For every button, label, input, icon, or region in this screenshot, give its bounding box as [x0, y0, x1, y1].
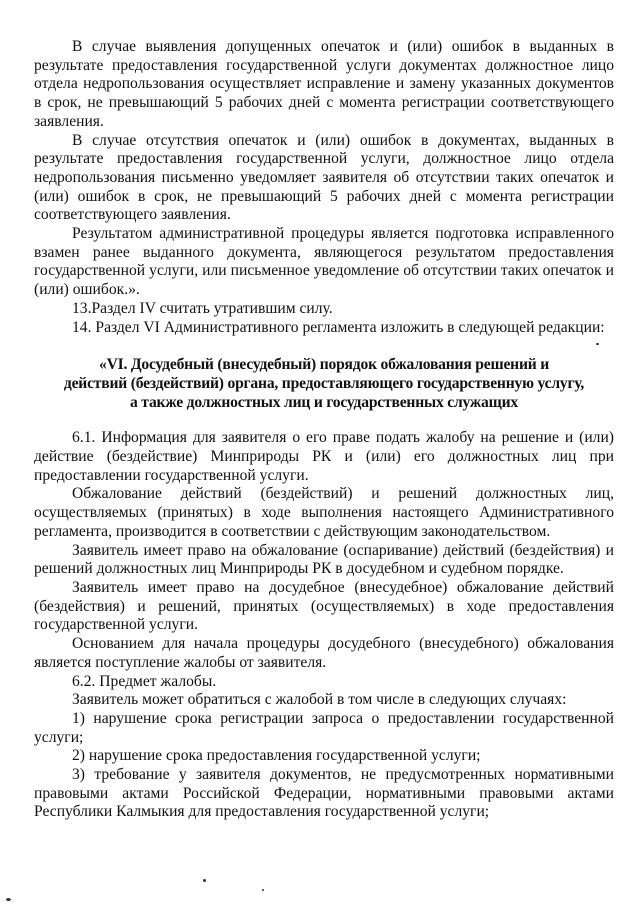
- list-item-2: 2) нарушение срока предоставления государственной услуги;: [72, 747, 481, 765]
- spacer: [34, 412, 614, 429]
- list-item-1: 1) нарушение срока регистрации запроса о предоставлении государственной услуги;: [34, 709, 614, 746]
- list-item-3: 3) требование у заявителя документов, не предусмотренных нормативными правовыми актами Российской Федерации, нормативными правовыми актами Республики Калмыкия для предоставления государственной услуги;: [34, 766, 614, 821]
- paragraph-procedure-result: Результатом административной процедуры является подготовка исправленного взамен ранее выданного документа, являющегося результатом предоставления государственной услуги, или письменное уведомление об отсутствии таких опечаток и (или) ошибок.».: [34, 225, 614, 299]
- item-14: 14. Раздел VI Административного регламента изложить в следующей редакции:: [72, 318, 605, 336]
- paragraph-no-typos-notice: В случае отсутствия опечаток и (или) ошибок в документах, выданных в результате предоставления государственной услуги, должностное лицо отдела недропользования письменно уведомляет заявителя об отсутствии таких опечаток и (или) ошибок в срок, не превышающий 5 рабочих дней с момента регистрации соответствующего заявления.: [34, 131, 614, 224]
- paragraph-grounds: Основанием для начала процедуры досудебного (внесудебного) обжалования является поступление жалобы от заявителя.: [34, 635, 614, 671]
- scan-speck: [262, 889, 264, 891]
- scan-speck: [203, 879, 206, 882]
- spacer: [34, 337, 614, 356]
- paragraph-pretrial-appeal: Заявитель имеет право на досудебное (внесудебное) обжалование действий (бездействия) и решений, принятых (осуществляемых) в ходе предоставления государственной услуги.: [34, 578, 614, 634]
- paragraph-6-1: 6.1. Информация для заявителя о его праве подать жалобу на решение и (или) действие (бездействие) Минприроды РК и (или) его должностных лиц при предоставлении государственной услуги.: [34, 429, 614, 484]
- scan-speck: [596, 343, 599, 345]
- item-13: 13.Раздел IV считать утратившим силу.: [72, 299, 333, 317]
- paragraph-typo-correction: В случае выявления допущенных опечаток и (или) ошибок в выданных в результате предоставления государственной услуги документах должностное лицо отдела недропользования осуществляет исправление и замену указанных документов в срок, не превышающий 5 рабочих дней с момента регистрации соответствующего заявления.: [34, 38, 614, 130]
- scan-speck: [6, 898, 11, 901]
- paragraph-appeal-actions: Обжалование действий (бездействий) и решений должностных лиц, осуществляемых (принятых) в ходе выполнения настоящего Административного регламента, производится в соответствии с действующим законодательством.: [34, 485, 614, 540]
- paragraph-cases-intro: Заявитель может обратиться с жалобой в том числе в следующих случаях:: [72, 691, 567, 709]
- paragraph-6-2: 6.2. Предмет жалобы.: [72, 672, 217, 690]
- section-title-line-3: а также должностных лиц и государственных служащих: [130, 393, 518, 411]
- section-title-line-1: «VI. Досудебный (внесудебный) порядок обжалования решений и: [98, 356, 549, 374]
- section-title-line-2: действий (бездействий) органа, предоставляющего государственную услугу,: [63, 374, 585, 392]
- document-page: [34, 38, 614, 822]
- paragraph-right-to-appeal: Заявитель имеет право на обжалование (оспаривание) действий (бездействия) и решений должностных лиц Минприроды РК в досудебном и судебном порядке.: [34, 541, 614, 578]
